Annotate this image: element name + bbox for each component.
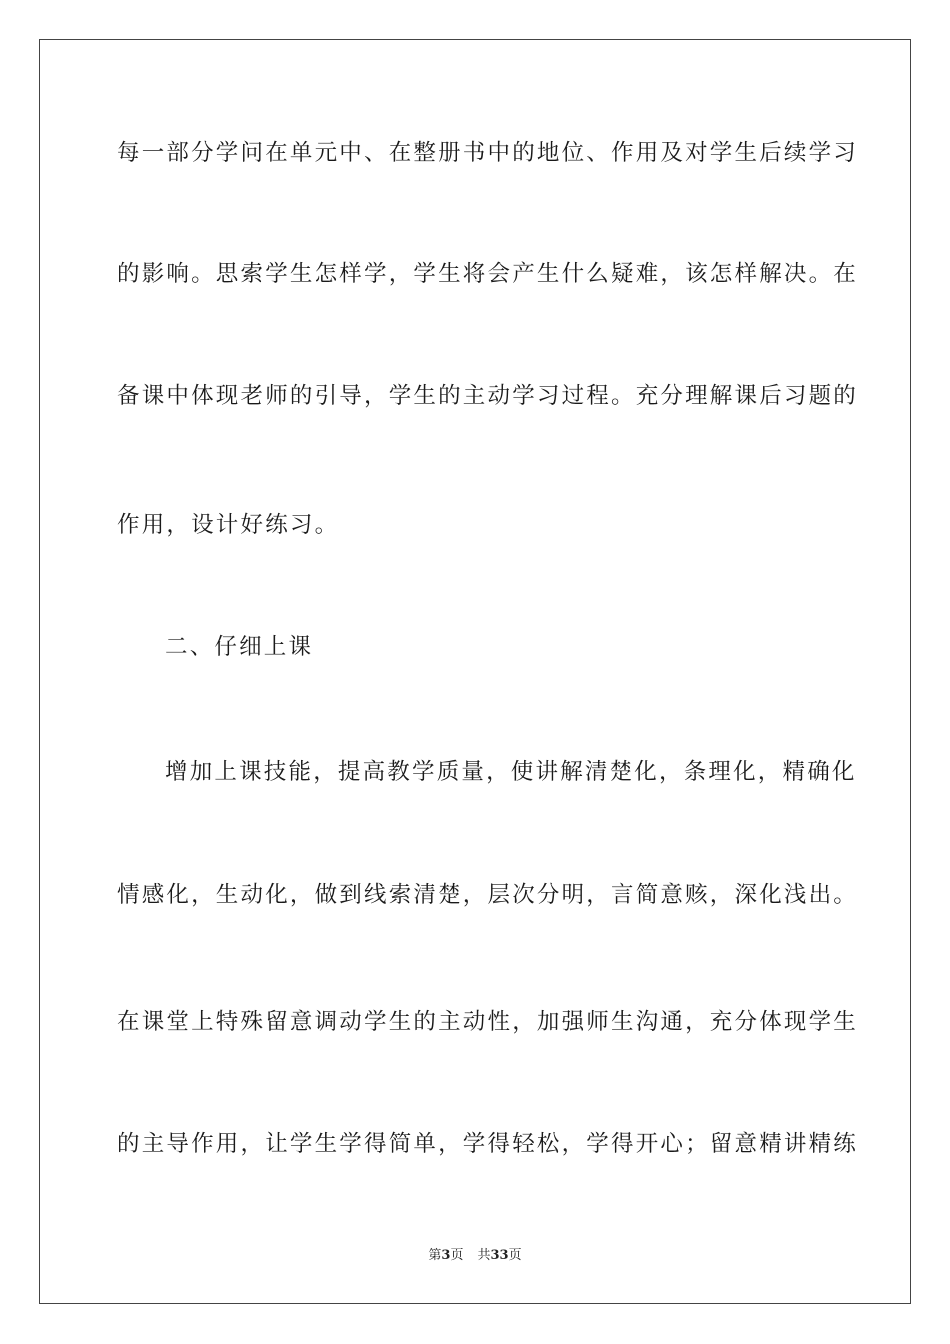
body-text-line: 备课中体现老师的引导，学生的主动学习过程。充分理解课后习题的	[117, 383, 859, 409]
body-text-line: 的主导作用，让学生学得简单，学得轻松，学得开心；留意精讲精练	[117, 1131, 859, 1157]
page-border	[39, 39, 911, 1304]
page-prefix: 第	[428, 1248, 442, 1263]
page-suffix: 页	[450, 1248, 464, 1263]
body-text-line: 每一部分学问在单元中、在整册书中的地位、作用及对学生后续学习	[117, 140, 859, 166]
body-text-line: 在课堂上特殊留意调动学生的主动性，加强师生沟通，充分体现学生	[117, 1009, 859, 1035]
section-heading: 二、仔细上课	[165, 634, 314, 660]
page-footer	[0, 1247, 950, 1265]
body-text-line: 增加上课技能，提高教学质量，使讲解清楚化，条理化，精确化	[165, 759, 857, 785]
total-pages: 33	[490, 1248, 509, 1263]
total-prefix: 共	[477, 1248, 491, 1263]
body-text-line: 情感化，生动化，做到线索清楚，层次分明，言简意赅，深化浅出。	[117, 882, 859, 908]
page-number: 3	[441, 1248, 451, 1263]
body-text-line: 的影响。思索学生怎样学，学生将会产生什么疑难，该怎样解决。在	[117, 261, 859, 287]
total-suffix: 页	[508, 1248, 522, 1263]
body-text-line: 作用，设计好练习。	[117, 512, 340, 538]
